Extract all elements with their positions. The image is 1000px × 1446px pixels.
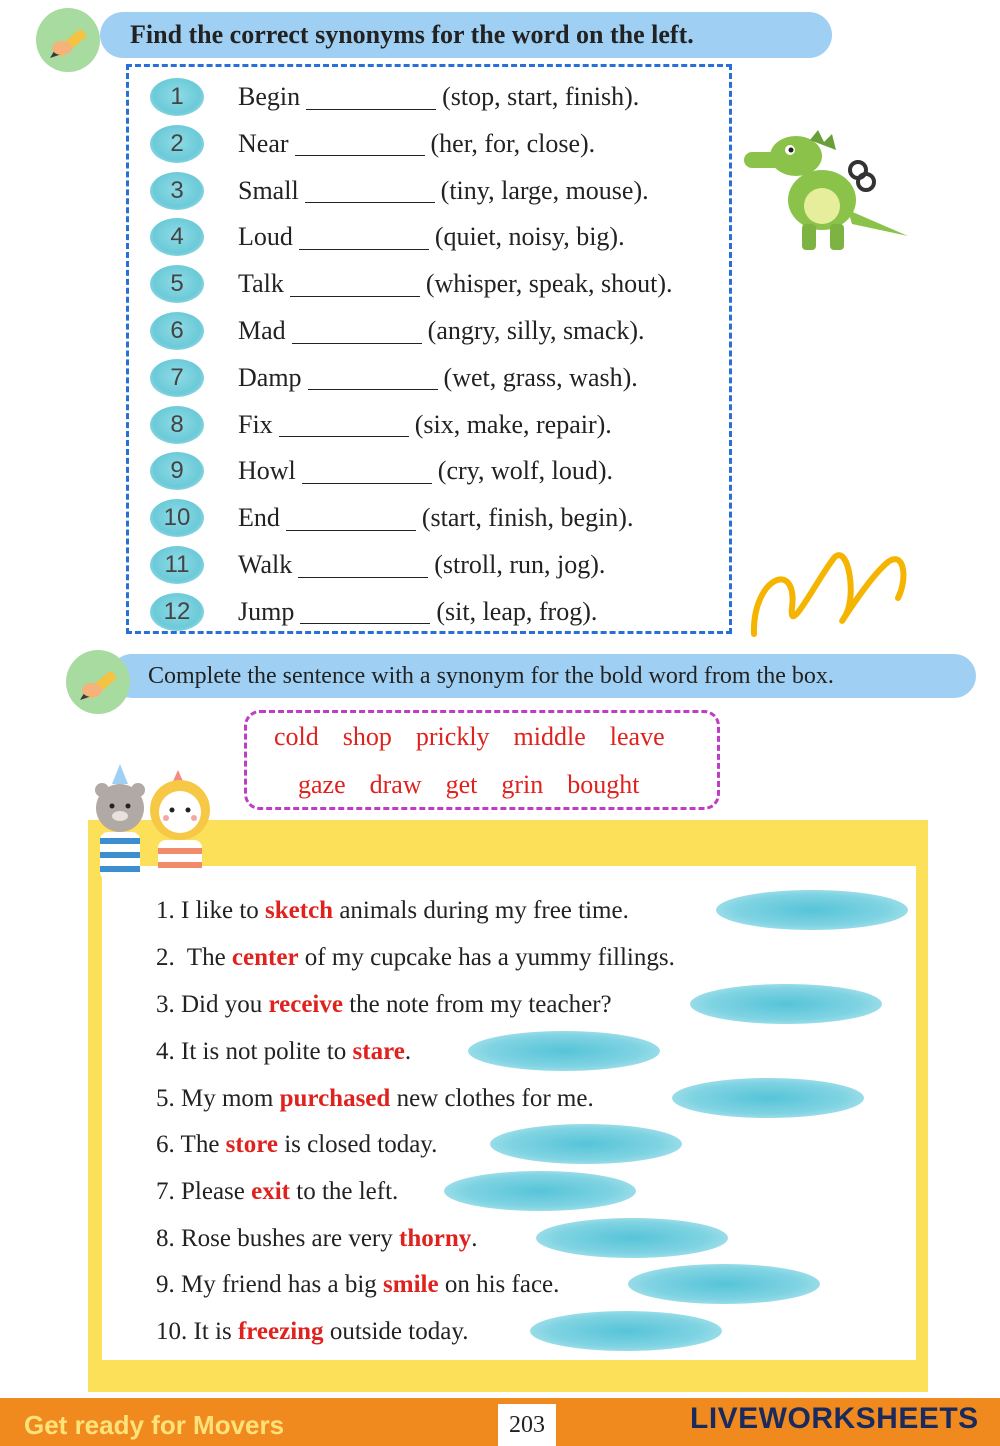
word-bank-item: grin (501, 770, 544, 799)
choice-list: (six, make, repair). (414, 409, 612, 439)
answer-blank[interactable] (298, 553, 428, 578)
number-badge: 2 (150, 125, 204, 163)
synonym-row (150, 403, 730, 447)
target-word: Damp (238, 362, 302, 392)
choice-list: (angry, silly, smack). (427, 316, 645, 345)
sentence-row (156, 1313, 468, 1351)
target-word: Begin (238, 82, 301, 111)
section2-header (110, 654, 976, 698)
answer-input-cloud[interactable] (444, 1171, 636, 1211)
number-badge: 3 (150, 172, 204, 210)
answer-input-cloud[interactable] (672, 1078, 864, 1118)
bold-word: freezing (237, 1318, 324, 1345)
answer-input-cloud[interactable] (536, 1218, 728, 1258)
sentence-text: 8. Rose bushes are very (156, 1225, 399, 1252)
answer-blank[interactable] (308, 365, 438, 390)
spiral-decoration-icon (748, 538, 914, 642)
choice-list: (cry, wolf, loud). (437, 456, 613, 486)
answer-blank[interactable] (279, 412, 409, 437)
number-badge: 11 (150, 546, 204, 584)
number-badge: 10 (150, 499, 204, 537)
footer-scallop (368, 1398, 424, 1432)
target-word: Jump (238, 596, 295, 626)
dinosaur-icon (740, 120, 910, 254)
footer-scallop (422, 1398, 478, 1432)
bear-lion-icon (92, 760, 222, 882)
sentence-row (156, 1080, 594, 1118)
target-word: Loud (238, 222, 293, 252)
target-word: Fix (238, 409, 273, 439)
word-bank-row (298, 770, 664, 800)
section1-header-text: Find the correct synonyms for the word on the left. (130, 20, 694, 49)
number-badge: 12 (150, 593, 204, 631)
synonym-row (150, 356, 730, 400)
synonym-row (150, 543, 730, 587)
section1-header (100, 12, 832, 58)
sentence-text: is closed today. (277, 1131, 438, 1158)
pencil-icon (66, 650, 130, 714)
bold-word: receive (268, 991, 343, 1018)
word-bank-item: cold (274, 722, 319, 751)
sentence-text: 5. My mom (156, 1085, 280, 1112)
word-bank-item: middle (513, 722, 586, 751)
liveworksheets-logo (690, 1402, 979, 1436)
word-bank-item: shop (342, 722, 392, 751)
choice-list: (stop, start, finish). (442, 82, 640, 111)
choice-list: (start, finish, begin). (421, 503, 634, 533)
sentence-text: 10. It is (156, 1318, 238, 1345)
footer-left-text: Get ready for Movers (24, 1410, 285, 1440)
sentence-text: 4. It is not polite to (156, 1038, 353, 1065)
answer-input-cloud[interactable] (468, 1031, 660, 1071)
bold-word: purchased (279, 1085, 391, 1112)
answer-input-cloud[interactable] (716, 890, 908, 930)
sentence-text: 6. The (156, 1131, 226, 1158)
sentence-row (156, 1173, 398, 1211)
sentence-row (156, 1220, 477, 1258)
answer-blank[interactable] (305, 178, 435, 203)
synonym-row (150, 75, 730, 119)
sentence-text: . (471, 1225, 478, 1252)
choice-list: (quiet, noisy, big). (434, 222, 625, 252)
answer-blank[interactable] (300, 599, 430, 624)
synonym-row (150, 169, 730, 213)
word-bank-item: draw (369, 770, 422, 799)
sentence-text: 9. My friend has a big (156, 1271, 384, 1298)
synonym-row (150, 496, 730, 540)
footer-scallop (314, 1398, 370, 1432)
target-word: End (238, 503, 280, 533)
sentence-text: 3. Did you (156, 991, 269, 1018)
number-badge: 8 (150, 406, 204, 444)
sentence-text: outside today. (323, 1318, 469, 1345)
sentence-text: 7. Please (156, 1178, 252, 1205)
target-word: Howl (238, 456, 296, 486)
target-word: Small (238, 175, 299, 205)
pencil-icon (36, 8, 100, 72)
answer-blank[interactable] (295, 131, 425, 156)
number-badge: 6 (150, 312, 204, 350)
number-badge: 5 (150, 265, 204, 303)
brand-text: LIVEWORKSHEETS (690, 1402, 979, 1435)
sentence-text: . (404, 1038, 412, 1065)
word-bank-item: leave (609, 722, 665, 751)
bold-word: sketch (265, 897, 334, 924)
choice-list: (stroll, run, jog). (434, 550, 606, 579)
sentence-row (156, 1033, 411, 1071)
bold-word: stare (352, 1038, 405, 1065)
answer-input-cloud[interactable] (690, 984, 882, 1024)
sentence-text: animals during my free time. (333, 897, 629, 924)
sentence-row (156, 939, 675, 977)
sentence-row (156, 892, 629, 930)
choice-list: (her, for, close). (430, 128, 596, 158)
choice-list: (sit, leap, frog). (436, 596, 598, 626)
page-number: 203 (498, 1404, 556, 1446)
word-bank-item: get (445, 770, 478, 799)
bold-word: exit (251, 1178, 290, 1205)
bold-word: center (231, 944, 299, 971)
number-badge: 1 (150, 78, 204, 116)
answer-blank[interactable] (290, 272, 420, 297)
choice-list: (wet, grass, wash). (443, 362, 638, 392)
word-bank-item: prickly (415, 722, 490, 751)
answer-input-cloud[interactable] (530, 1311, 722, 1351)
sentence-text: the note from my teacher? (342, 991, 612, 1018)
sentence-row (156, 1266, 559, 1304)
word-bank-item: gaze (298, 770, 346, 799)
number-badge: 9 (150, 452, 204, 490)
sentence-text: 2. The (156, 944, 232, 971)
sentence-text: 1. I like to (156, 897, 266, 924)
sentence-text: to the left. (290, 1178, 399, 1205)
sentence-row (156, 986, 612, 1024)
number-badge: 4 (150, 218, 204, 256)
footer-scallop (584, 1398, 640, 1432)
synonym-row (150, 215, 730, 259)
footer-scallop (638, 1398, 694, 1432)
section2-header-text: Complete the sentence with a synonym for the bold word from the box. (148, 662, 834, 689)
sentence-text: of my cupcake has a yummy fillings. (298, 944, 675, 971)
target-word: Mad (238, 316, 286, 345)
answer-blank[interactable] (302, 459, 432, 484)
sentence-text: new clothes for me. (390, 1085, 594, 1112)
word-bank-row (274, 722, 689, 752)
bold-word: smile (383, 1271, 439, 1298)
answer-blank[interactable] (286, 506, 416, 531)
word-bank-item: bought (567, 770, 640, 799)
answer-blank[interactable] (292, 319, 422, 344)
answer-input-cloud[interactable] (628, 1264, 820, 1304)
answer-blank[interactable] (306, 85, 436, 110)
sentence-text: on his face. (438, 1271, 560, 1298)
choice-list: (whisper, speak, shout). (425, 269, 673, 299)
sentence-row (156, 1126, 437, 1164)
synonym-row (150, 262, 730, 306)
target-word: Talk (238, 269, 284, 299)
answer-blank[interactable] (299, 225, 429, 250)
synonym-row (150, 590, 730, 634)
number-badge: 7 (150, 359, 204, 397)
answer-input-cloud[interactable] (490, 1124, 682, 1164)
target-word: Walk (238, 550, 293, 579)
choice-list: (tiny, large, mouse). (440, 175, 649, 205)
target-word: Near (238, 128, 289, 158)
synonym-row (150, 449, 730, 493)
synonym-row (150, 309, 730, 353)
synonym-row (150, 122, 730, 166)
bold-word: store (225, 1131, 278, 1158)
bold-word: thorny (399, 1225, 472, 1252)
